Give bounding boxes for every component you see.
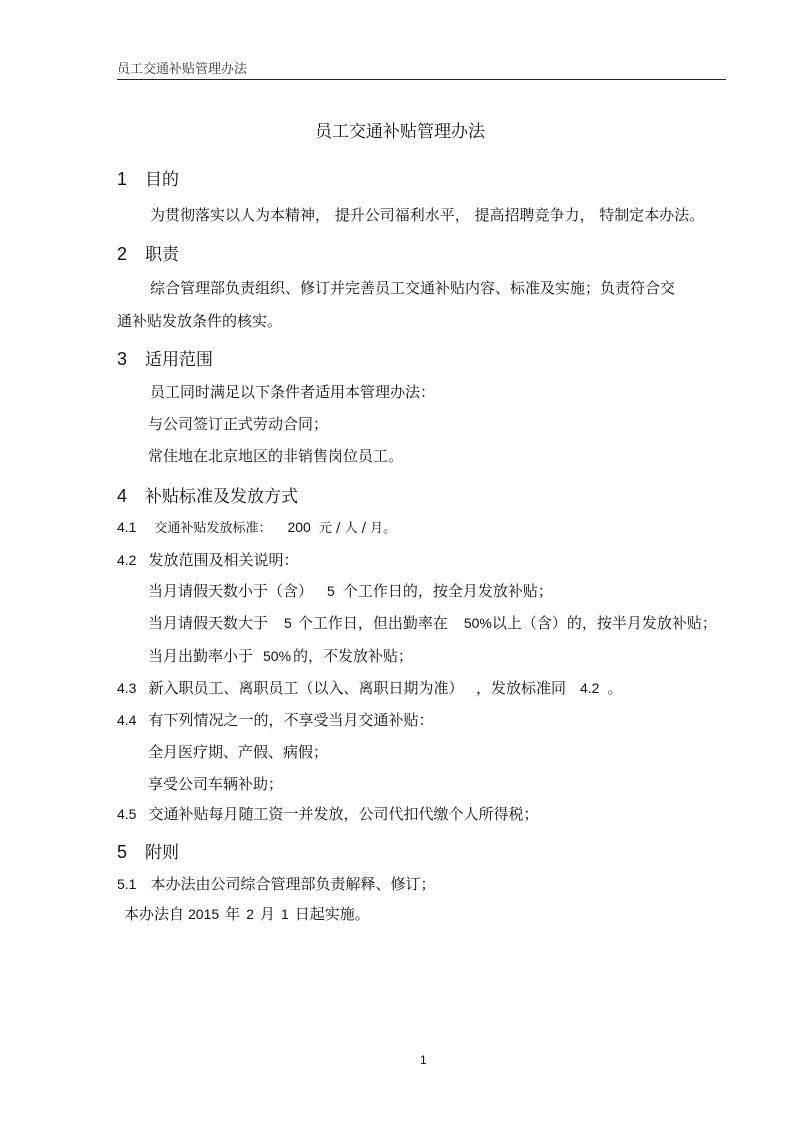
clause-number: 5.1 xyxy=(117,876,137,892)
section-title: 职责 xyxy=(145,245,180,265)
clause-number: 4.5 xyxy=(117,806,137,822)
effective-date-line: 本办法自 2015 年 2 月 1 日起实施。 xyxy=(124,905,370,923)
clause-text: 有下列情况之一的，不享受当月交通补贴： xyxy=(148,711,434,729)
list-item: 与公司签订正式劳动合同； xyxy=(148,415,329,433)
clause-4-4 xyxy=(117,709,433,730)
section-2-heading xyxy=(117,240,179,265)
clause-number: 4.2 xyxy=(117,552,137,568)
document-title: 员工交通补贴管理办法 xyxy=(315,122,485,142)
clause-text: 交通补贴每月随工资一并发放，公司代扣代缴个人所得税； xyxy=(148,805,539,823)
page-number: 1 xyxy=(420,1053,427,1067)
clause-5-1 xyxy=(117,873,435,894)
section-2-paragraph-line-1: 综合管理部负责组织、修订并完善员工交通补贴内容、标准及实施；负责符合交 xyxy=(150,279,676,297)
section-number: 5 xyxy=(117,842,128,862)
clause-4-2 xyxy=(117,549,298,570)
section-2-paragraph-line-2: 通补贴发放条件的核实。 xyxy=(117,312,283,330)
section-title: 适用范围 xyxy=(145,350,214,370)
clause-number: 4.3 xyxy=(117,680,137,696)
clause-number: 4.1 xyxy=(117,519,137,535)
header-divider xyxy=(117,79,726,80)
subsidy-unit: 元 / 人 / 月。 xyxy=(318,521,397,536)
subsidy-amount: 200 xyxy=(287,519,311,535)
list-item: 享受公司车辆补助； xyxy=(148,775,284,793)
running-header: 员工交通补贴管理办法 xyxy=(117,62,248,77)
section-1-paragraph: 为贯彻落实以人为本精神， 提升公司福利水平， 提高招聘竞争力， 特制定本办法。 xyxy=(150,206,705,224)
clause-number: 4.4 xyxy=(117,712,137,728)
section-3-intro: 员工同时满足以下条件者适用本管理办法： xyxy=(150,383,436,401)
section-3-heading xyxy=(117,345,213,370)
section-title: 补贴标准及发放方式 xyxy=(145,487,299,507)
clause-text: 本办法由公司综合管理部负责解释、修订； xyxy=(150,875,436,893)
clause-label: 交通补贴发放标准： xyxy=(154,521,272,536)
list-item: 当月出勤率小于 50% 的，不发放补贴； xyxy=(148,647,414,665)
clause-text: 发放范围及相关说明： xyxy=(148,551,299,569)
list-item: 当月请假天数小于（含） 5 个工作日的，按全月发放补贴； xyxy=(148,582,553,600)
section-4-heading xyxy=(117,482,298,507)
list-item: 常住地在北京地区的非销售岗位员工。 xyxy=(148,447,404,465)
section-number: 1 xyxy=(117,169,128,189)
section-title: 目的 xyxy=(145,170,180,190)
section-number: 4 xyxy=(117,486,128,506)
section-1-heading xyxy=(117,165,179,190)
section-number: 3 xyxy=(117,349,128,369)
clause-4-5 xyxy=(117,803,538,824)
section-number: 2 xyxy=(117,244,128,264)
clause-4-1 xyxy=(117,517,396,536)
list-item: 当月请假天数大于 5 个工作日，但出勤率在 50%以上（含）的，按半月发放补贴； xyxy=(148,614,717,632)
list-item: 全月医疗期、产假、病假； xyxy=(148,743,329,761)
section-title: 附则 xyxy=(145,843,180,863)
section-5-heading xyxy=(117,838,179,863)
clause-4-3: 4.3 新入职员工、离职员工（以入、离职日期为准） ，发放标准同 4.2 。 xyxy=(117,679,623,697)
